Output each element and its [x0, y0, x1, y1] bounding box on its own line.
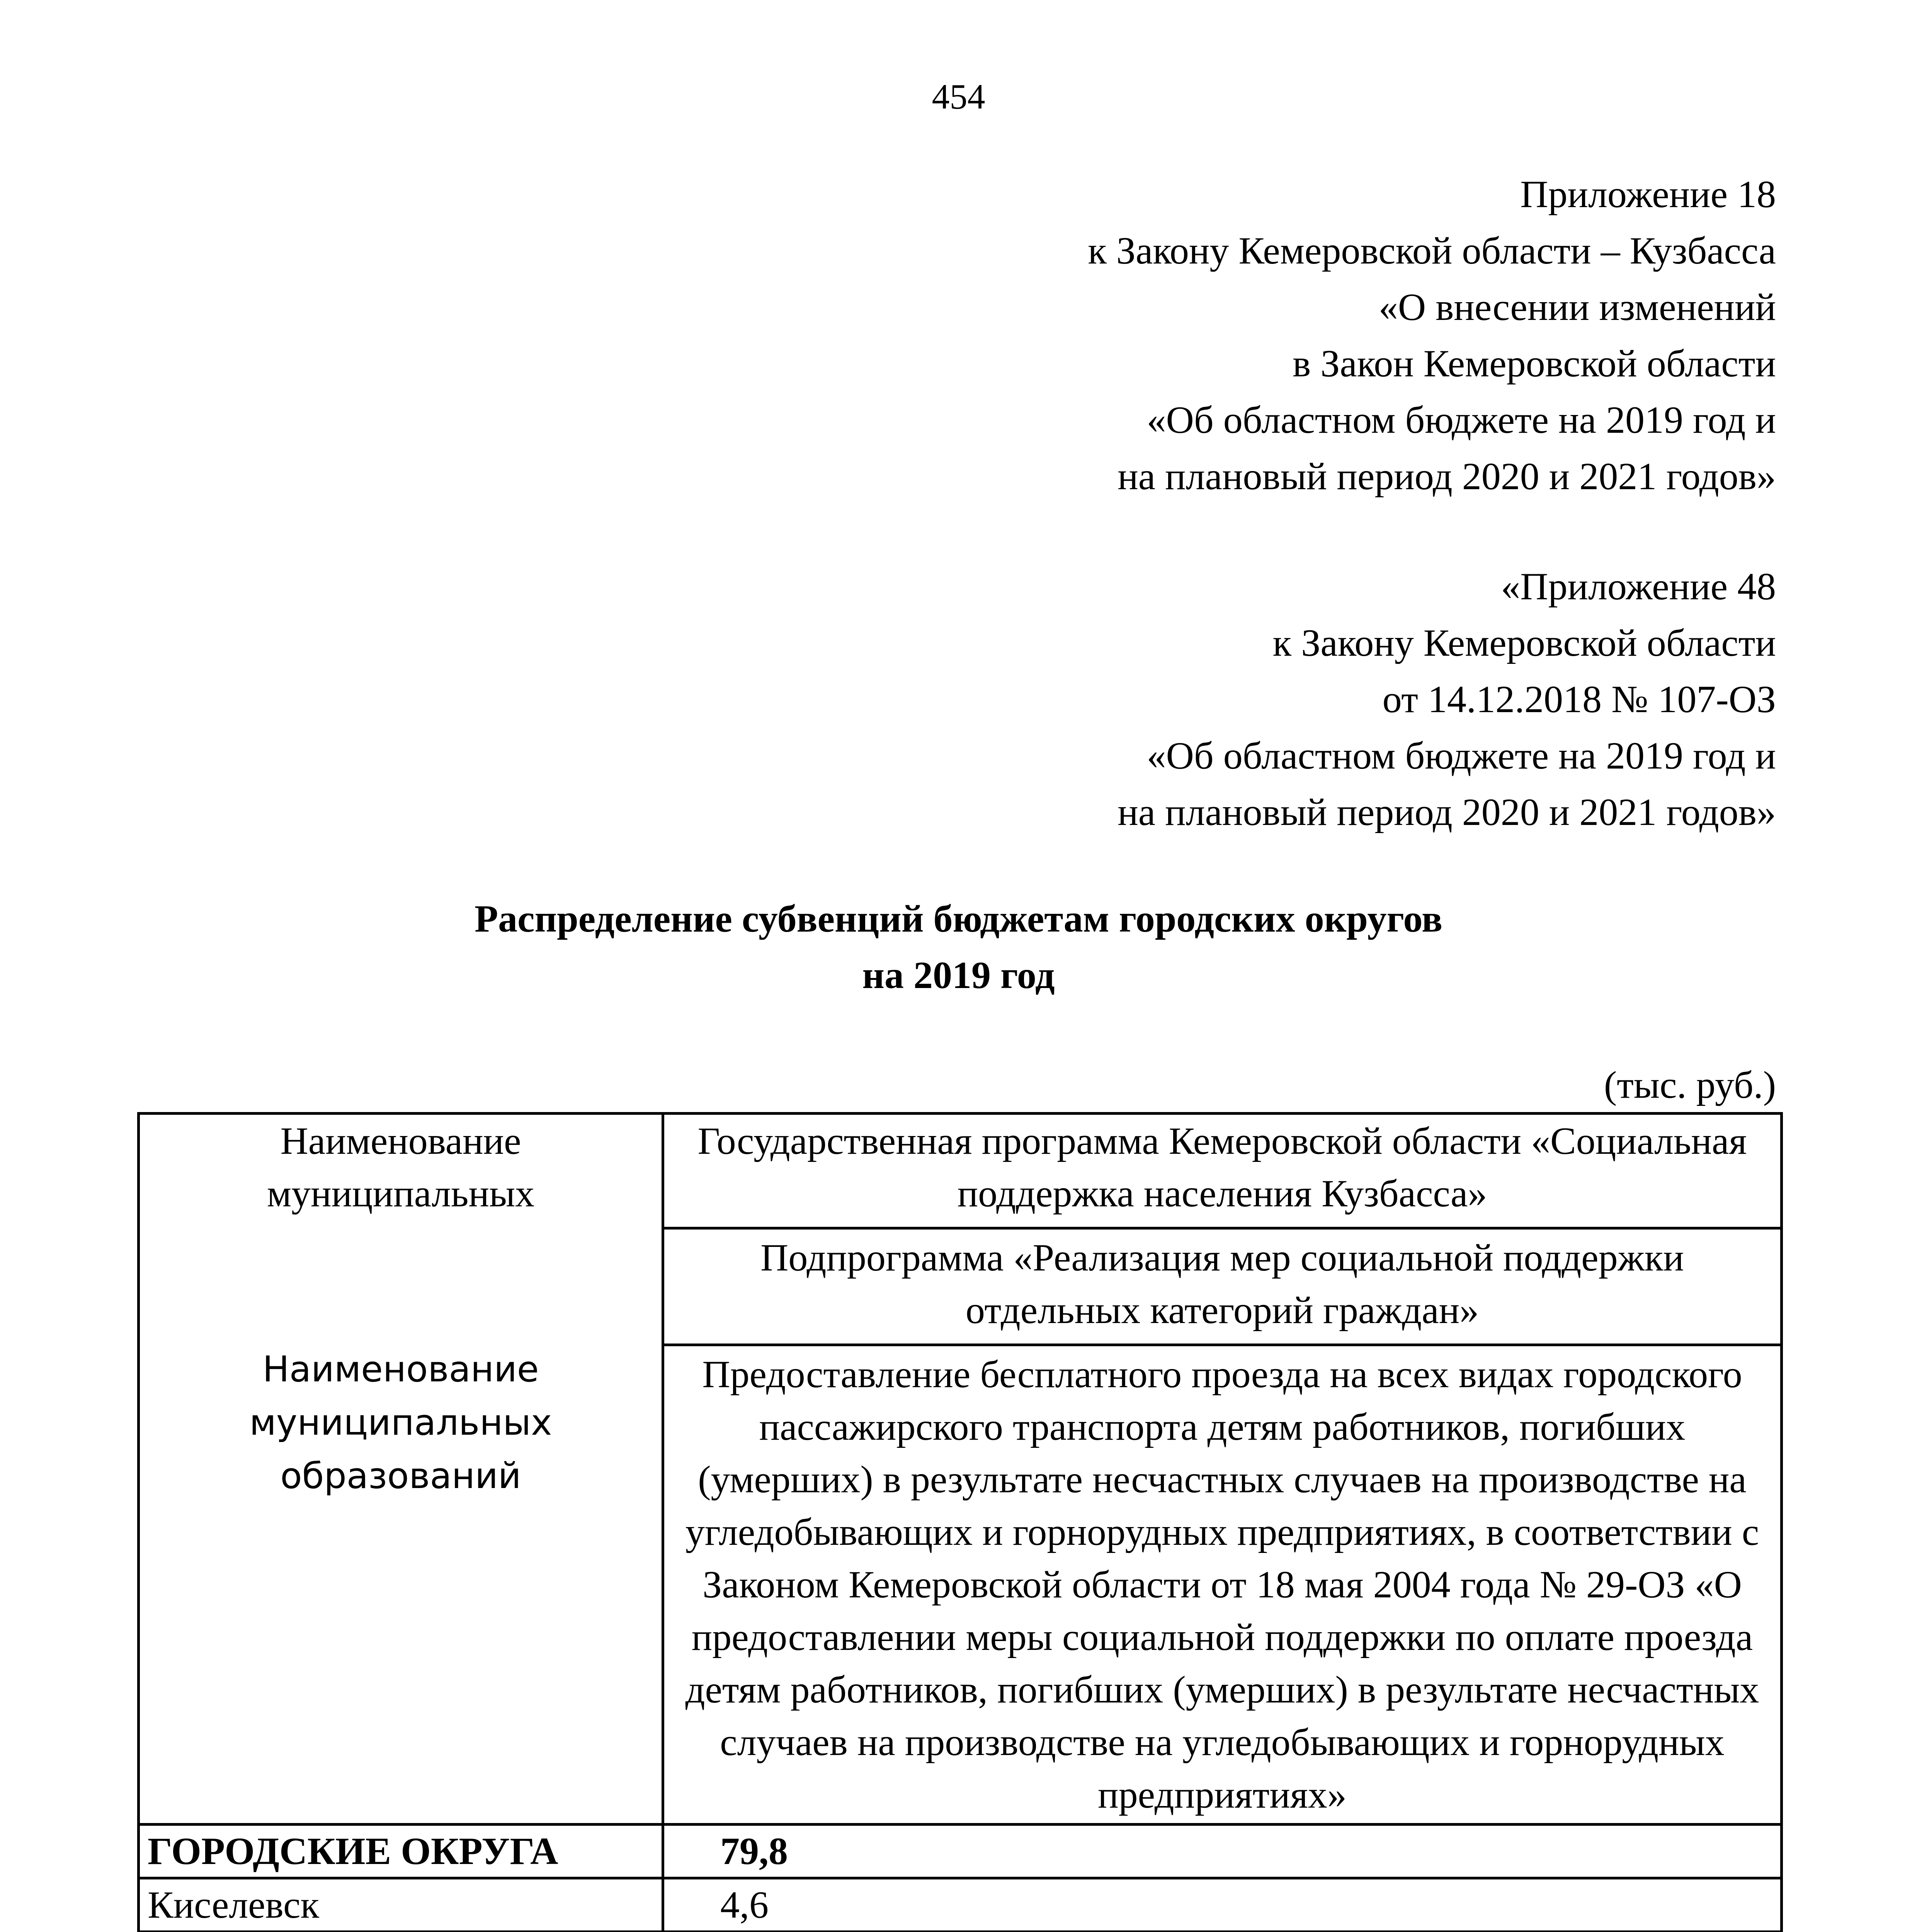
- header-row-program: [139, 1114, 1782, 1228]
- appendix-48-line: от 14.12.2018 № 107-ОЗ: [1382, 678, 1776, 721]
- document-title: [0, 891, 1917, 1003]
- unit-note: (тыс. руб.): [1604, 1063, 1776, 1106]
- appendix-18-line: на плановый период 2020 и 2021 годов»: [1118, 455, 1776, 498]
- header-municipality-label: Наименование муниципальных: [267, 1119, 535, 1215]
- header-subprogram-cell: Подпрограмма «Реализация мер социальной поддержки отдельных категорий граждан»: [663, 1228, 1782, 1345]
- appendix-48-line: на плановый период 2020 и 2021 годов»: [1118, 791, 1776, 833]
- subvention-table: [137, 1112, 1780, 1932]
- appendix-18-line: в Закон Кемеровской области: [1293, 342, 1776, 385]
- row-name: ГОРОДСКИЕ ОКРУГА: [139, 1825, 663, 1878]
- appendix-48-line: к Закону Кемеровской области: [1272, 621, 1776, 664]
- title-line-2: на 2019 год: [862, 954, 1055, 997]
- title-line-1: Распределение субвенций бюджетам городских округов: [475, 897, 1442, 940]
- appendix-48-line: «Об областном бюджете на 2019 год и: [1146, 734, 1776, 777]
- row-name: Киселевск: [139, 1878, 663, 1932]
- row-value: 4,6: [663, 1878, 1782, 1932]
- table-row: [139, 1878, 1782, 1932]
- appendix-48-header: [1118, 558, 1776, 840]
- appendix-48-line: «Приложение 48: [1501, 565, 1776, 608]
- table-row: [139, 1825, 1782, 1878]
- header-municipality-cell: [139, 1114, 663, 1825]
- subvention-table-grid: [137, 1112, 1783, 1932]
- header-service-cell: Предоставление бесплатного проезда на всех видах городского пассажирского транспорта детям работников, погибших (умерших) в результате несчастных случаев на производстве на угледобывающих и горнорудных предприятиях, в соответствии с Законом Кемеровской области от 18 мая 2004 года № 29-ОЗ «О предоставлении меры социальной поддержки по оплате проезда детям работников, погибших (умерших) в результате несчастных случаев на производстве на угледобывающих и горнорудных предприятиях»: [663, 1345, 1782, 1825]
- appendix-18-header: [1088, 166, 1776, 505]
- appendix-18-line: к Закону Кемеровской области – Кузбасса: [1088, 229, 1776, 272]
- header-municipality-full-label: Наименование муниципальных образований: [249, 1349, 552, 1497]
- appendix-18-line: «Об областном бюджете на 2019 год и: [1146, 398, 1776, 441]
- header-program-cell: Государственная программа Кемеровской области «Социальная поддержка населения Кузбасса»: [663, 1114, 1782, 1228]
- row-value: 79,8: [663, 1825, 1782, 1878]
- appendix-18-line: Приложение 18: [1520, 173, 1776, 216]
- appendix-18-line: «О внесении изменений: [1378, 286, 1776, 328]
- page-number: 454: [932, 77, 985, 116]
